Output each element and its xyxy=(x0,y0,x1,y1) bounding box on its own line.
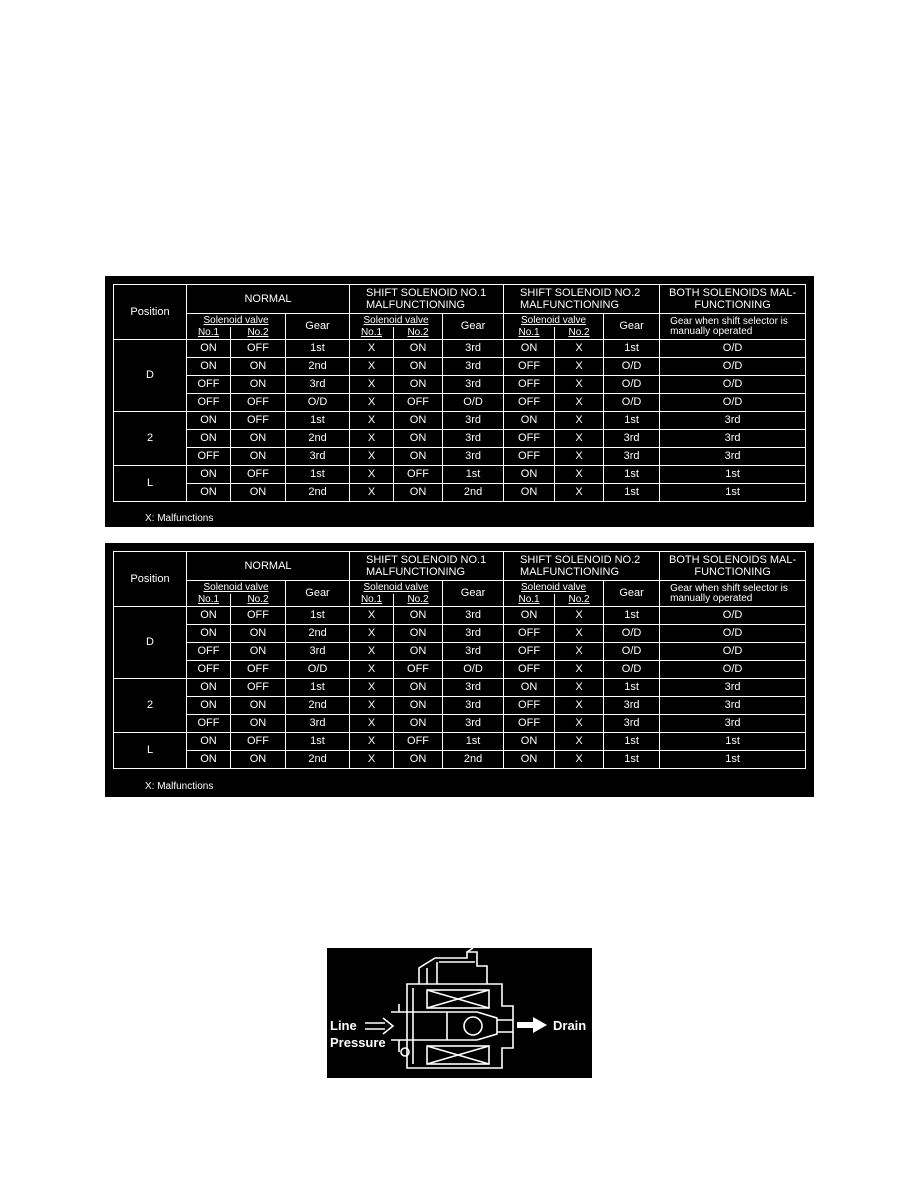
table-cell: 3rd xyxy=(443,448,504,466)
table-cell: ON xyxy=(231,484,286,502)
table-cell: ON xyxy=(394,484,443,502)
solenoid1-malfunction-header: SHIFT SOLENOID NO.1 MALFUNCTIONING xyxy=(350,552,504,581)
table-cell: OFF xyxy=(187,715,231,733)
table-row xyxy=(114,715,806,733)
table-cell: 3rd xyxy=(443,358,504,376)
table-cell: ON xyxy=(187,733,231,751)
table-cell: OFF xyxy=(504,715,555,733)
table-cell: ON xyxy=(394,448,443,466)
table-cell: O/D xyxy=(604,358,660,376)
solenoid-valve-header-text: Solenoid valve xyxy=(203,581,269,593)
solenoid-valve-header xyxy=(187,581,286,594)
table-cell: ON xyxy=(231,751,286,769)
solenoid-valve-header xyxy=(504,314,604,327)
table-cell: OFF xyxy=(504,697,555,715)
valve-no2-header xyxy=(555,327,604,340)
table-cell: 1st xyxy=(443,733,504,751)
normal-header: NORMAL xyxy=(187,552,350,581)
table-cell: X xyxy=(350,412,394,430)
table-cell: OFF xyxy=(187,394,231,412)
solenoid-valve-header xyxy=(504,581,604,594)
valve-no2-header xyxy=(555,594,604,607)
solenoid-valve-header-text: Solenoid valve xyxy=(203,314,269,326)
table-cell: 2nd xyxy=(286,358,350,376)
table-cell: ON xyxy=(231,430,286,448)
table-cell: X xyxy=(555,625,604,643)
table-row xyxy=(114,697,806,715)
valve-no2-header-text: No.2 xyxy=(407,327,429,339)
table-cell: 2nd xyxy=(443,484,504,502)
table-cell: 3rd xyxy=(660,679,806,697)
table-cell: O/D xyxy=(660,340,806,358)
table-cell: 1st xyxy=(286,607,350,625)
table-cell: 3rd xyxy=(286,643,350,661)
solenoid-valve-diagram xyxy=(327,948,592,1078)
table-cell: 1st xyxy=(660,466,806,484)
table-cell: ON xyxy=(187,697,231,715)
table-cell: O/D xyxy=(443,661,504,679)
valve-no1-header xyxy=(187,327,231,340)
table-cell: OFF xyxy=(504,394,555,412)
table-cell: 3rd xyxy=(443,607,504,625)
table-cell: ON xyxy=(187,607,231,625)
table-cell: 1st xyxy=(286,679,350,697)
table-row xyxy=(114,394,806,412)
table-cell: ON xyxy=(394,625,443,643)
table-cell: OFF xyxy=(394,733,443,751)
table-cell: 3rd xyxy=(443,643,504,661)
table-cell: OFF xyxy=(231,394,286,412)
table-cell: ON xyxy=(394,340,443,358)
table-row xyxy=(114,340,806,358)
table-cell: O/D xyxy=(660,376,806,394)
header-row xyxy=(114,285,806,314)
shift-solenoid-table-panel-1 xyxy=(105,276,814,527)
table-cell: OFF xyxy=(504,376,555,394)
table-cell: X xyxy=(350,661,394,679)
table-cell: ON xyxy=(394,412,443,430)
solenoid1-malfunction-header: SHIFT SOLENOID NO.1 MALFUNCTIONING xyxy=(350,285,504,314)
table-cell: O/D xyxy=(660,661,806,679)
table-cell: X xyxy=(555,448,604,466)
table-cell: X xyxy=(350,643,394,661)
table-cell: X xyxy=(350,358,394,376)
normal-header: NORMAL xyxy=(187,285,350,314)
table-cell: 1st xyxy=(604,484,660,502)
table-cell: ON xyxy=(187,625,231,643)
subheader-row xyxy=(114,581,806,594)
shift-solenoid-table-panel-2 xyxy=(105,543,814,797)
table-cell: X xyxy=(350,394,394,412)
valve-no1-header-text: No.1 xyxy=(518,327,540,339)
table-cell: 3rd xyxy=(443,340,504,358)
table-cell: 3rd xyxy=(604,430,660,448)
table-cell: OFF xyxy=(231,679,286,697)
solenoid-cross-section-illustration xyxy=(327,948,592,1078)
table-cell: O/D xyxy=(660,625,806,643)
table-row xyxy=(114,661,806,679)
table-cell: ON xyxy=(231,715,286,733)
table-cell: 2nd xyxy=(286,625,350,643)
table-cell: 1st xyxy=(286,340,350,358)
table-cell: OFF xyxy=(231,661,286,679)
table-cell: ON xyxy=(504,412,555,430)
table-cell: O/D xyxy=(604,643,660,661)
table-cell: 3rd xyxy=(660,430,806,448)
gear-header: Gear xyxy=(443,314,504,340)
table-row xyxy=(114,607,806,625)
table-cell: X xyxy=(350,625,394,643)
table-cell: ON xyxy=(231,625,286,643)
table-cell: X xyxy=(555,751,604,769)
solenoid-valve-header-text: Solenoid valve xyxy=(521,581,587,593)
table-cell: OFF xyxy=(504,430,555,448)
table-cell: OFF xyxy=(504,661,555,679)
table-cell: ON xyxy=(394,358,443,376)
table-cell: O/D xyxy=(286,661,350,679)
table-row xyxy=(114,412,806,430)
position-label: 2 xyxy=(114,412,187,466)
table-cell: O/D xyxy=(604,661,660,679)
table-cell: OFF xyxy=(394,466,443,484)
table-cell: X xyxy=(350,484,394,502)
table-cell: ON xyxy=(504,751,555,769)
solenoid2-malfunction-header: SHIFT SOLENOID NO.2 MALFUNCTIONING xyxy=(504,285,660,314)
solenoid-valve-header xyxy=(350,314,443,327)
table-cell: O/D xyxy=(660,358,806,376)
table-cell: 3rd xyxy=(286,376,350,394)
table-cell: ON xyxy=(504,340,555,358)
valve-no1-header xyxy=(187,594,231,607)
table-cell: 3rd xyxy=(604,697,660,715)
both-malfunction-header: BOTH SOLENOIDS MAL-FUNCTIONING xyxy=(660,552,806,581)
table-cell: X xyxy=(555,679,604,697)
position-header: Position xyxy=(114,552,187,607)
table-cell: ON xyxy=(504,484,555,502)
table-cell: OFF xyxy=(231,412,286,430)
valve-no2-header xyxy=(231,594,286,607)
table-cell: ON xyxy=(504,466,555,484)
table-cell: 2nd xyxy=(286,697,350,715)
valve-no2-header-text: No.2 xyxy=(568,594,590,606)
pressure-label: Pressure xyxy=(330,1035,386,1050)
table-cell: O/D xyxy=(286,394,350,412)
table-row xyxy=(114,751,806,769)
valve-no1-header xyxy=(504,594,555,607)
table-cell: 1st xyxy=(660,751,806,769)
valve-no1-header xyxy=(350,594,394,607)
table-cell: X xyxy=(350,715,394,733)
table-cell: 3rd xyxy=(443,715,504,733)
table-cell: OFF xyxy=(231,607,286,625)
gear-header: Gear xyxy=(604,581,660,607)
table-cell: ON xyxy=(231,643,286,661)
gear-header: Gear xyxy=(286,314,350,340)
table-cell: 1st xyxy=(286,733,350,751)
table-cell: OFF xyxy=(504,358,555,376)
table-cell: X xyxy=(350,376,394,394)
table-cell: ON xyxy=(187,466,231,484)
header-row xyxy=(114,552,806,581)
position-label: D xyxy=(114,340,187,412)
gear-header: Gear xyxy=(286,581,350,607)
valve-no1-header-text: No.1 xyxy=(197,327,220,339)
table-cell: ON xyxy=(187,412,231,430)
table-cell: ON xyxy=(187,751,231,769)
manual-gear-header: Gear when shift selector is manually operated xyxy=(660,314,806,340)
table-cell: ON xyxy=(504,733,555,751)
table-cell: 3rd xyxy=(443,625,504,643)
table-cell: ON xyxy=(187,430,231,448)
table-cell: O/D xyxy=(604,394,660,412)
table-cell: ON xyxy=(187,484,231,502)
table-cell: X xyxy=(555,430,604,448)
table-cell: ON xyxy=(394,430,443,448)
table-row xyxy=(114,733,806,751)
gear-header: Gear xyxy=(443,581,504,607)
table-row xyxy=(114,643,806,661)
table-cell: 3rd xyxy=(443,430,504,448)
table-cell: 3rd xyxy=(604,715,660,733)
table-cell: ON xyxy=(187,679,231,697)
table-cell: 1st xyxy=(660,733,806,751)
solenoid-valve-header-text: Solenoid valve xyxy=(363,314,429,326)
table-cell: OFF xyxy=(504,448,555,466)
table-cell: 3rd xyxy=(604,448,660,466)
solenoid-valve-header xyxy=(350,581,443,594)
table-cell: OFF xyxy=(187,661,231,679)
table-cell: O/D xyxy=(443,394,504,412)
solenoid-operation-table xyxy=(113,284,806,502)
table-cell: X xyxy=(555,394,604,412)
solenoid2-malfunction-header: SHIFT SOLENOID NO.2 MALFUNCTIONING xyxy=(504,552,660,581)
table-cell: 1st xyxy=(443,466,504,484)
manual-gear-header: Gear when shift selector is manually operated xyxy=(660,581,806,607)
table-cell: 3rd xyxy=(660,697,806,715)
table-cell: OFF xyxy=(504,643,555,661)
position-header: Position xyxy=(114,285,187,340)
table-cell: 1st xyxy=(604,340,660,358)
table-cell: 1st xyxy=(604,751,660,769)
table-cell: 2nd xyxy=(286,751,350,769)
table-cell: ON xyxy=(231,358,286,376)
table-cell: X xyxy=(555,733,604,751)
table-cell: X xyxy=(555,412,604,430)
table-row xyxy=(114,625,806,643)
table-cell: X xyxy=(350,607,394,625)
table-cell: X xyxy=(555,484,604,502)
table-cell: ON xyxy=(394,679,443,697)
table-row xyxy=(114,466,806,484)
table-cell: ON xyxy=(394,715,443,733)
table-cell: ON xyxy=(504,679,555,697)
table-cell: X xyxy=(350,340,394,358)
solenoid-operation-table xyxy=(113,551,806,769)
table-cell: 2nd xyxy=(443,751,504,769)
table-cell: X xyxy=(555,697,604,715)
solenoid-valve-header-text: Solenoid valve xyxy=(521,314,587,326)
table-cell: X xyxy=(555,466,604,484)
valve-no1-header-text: No.1 xyxy=(360,594,383,606)
table-cell: ON xyxy=(394,751,443,769)
table-cell: OFF xyxy=(187,448,231,466)
both-malfunction-header: BOTH SOLENOIDS MAL-FUNCTIONING xyxy=(660,285,806,314)
malfunctions-footnote: X: Malfunctions xyxy=(145,513,214,524)
valve-no2-header-text: No.2 xyxy=(407,594,429,606)
table-cell: ON xyxy=(187,340,231,358)
drain-label: Drain xyxy=(553,1018,587,1033)
malfunctions-footnote: X: Malfunctions xyxy=(145,781,214,792)
table-cell: 1st xyxy=(286,412,350,430)
table-row xyxy=(114,376,806,394)
table-cell: 2nd xyxy=(286,484,350,502)
table-cell: 2nd xyxy=(286,430,350,448)
table-cell: O/D xyxy=(660,607,806,625)
position-label: L xyxy=(114,733,187,769)
table-cell: 1st xyxy=(604,466,660,484)
table-cell: 1st xyxy=(286,466,350,484)
table-cell: ON xyxy=(231,376,286,394)
table-cell: 3rd xyxy=(443,697,504,715)
table-cell: 1st xyxy=(604,679,660,697)
table-cell: OFF xyxy=(504,625,555,643)
table-cell: O/D xyxy=(604,376,660,394)
table-cell: X xyxy=(350,697,394,715)
table-cell: X xyxy=(555,607,604,625)
table-cell: 1st xyxy=(604,607,660,625)
line-label: Line xyxy=(330,1018,357,1033)
valve-no1-header xyxy=(504,327,555,340)
table-cell: 3rd xyxy=(286,715,350,733)
table-row xyxy=(114,484,806,502)
table-cell: X xyxy=(555,376,604,394)
valve-no2-header xyxy=(231,327,286,340)
valve-no2-header xyxy=(394,594,443,607)
table-cell: 3rd xyxy=(443,412,504,430)
table-cell: ON xyxy=(394,376,443,394)
solenoid-valve-header xyxy=(187,314,286,327)
valve-no2-header-text: No.2 xyxy=(568,327,590,339)
valve-no1-header-text: No.1 xyxy=(518,594,540,606)
table-cell: X xyxy=(350,733,394,751)
table-cell: X xyxy=(555,358,604,376)
table-cell: 3rd xyxy=(443,376,504,394)
table-cell: ON xyxy=(394,697,443,715)
table-cell: 3rd xyxy=(660,448,806,466)
table-row xyxy=(114,358,806,376)
table-cell: OFF xyxy=(231,466,286,484)
valve-no1-header-text: No.1 xyxy=(197,594,220,606)
valve-no2-header xyxy=(394,327,443,340)
table-cell: X xyxy=(350,448,394,466)
table-cell: X xyxy=(350,751,394,769)
valve-no1-header-text: No.1 xyxy=(360,327,383,339)
table-cell: ON xyxy=(231,448,286,466)
table-cell: 3rd xyxy=(660,715,806,733)
table-cell: X xyxy=(555,715,604,733)
table-cell: ON xyxy=(187,358,231,376)
gear-header: Gear xyxy=(604,314,660,340)
table-cell: X xyxy=(350,466,394,484)
table-cell: 1st xyxy=(604,733,660,751)
table-cell: X xyxy=(350,430,394,448)
table-cell: OFF xyxy=(187,643,231,661)
table-row xyxy=(114,430,806,448)
table-cell: ON xyxy=(231,697,286,715)
table-cell: O/D xyxy=(604,625,660,643)
valve-no2-header-text: No.2 xyxy=(247,327,269,339)
table-cell: OFF xyxy=(394,661,443,679)
table-cell: X xyxy=(555,661,604,679)
position-label: D xyxy=(114,607,187,679)
table-cell: OFF xyxy=(231,733,286,751)
table-cell: 3rd xyxy=(660,412,806,430)
position-label: L xyxy=(114,466,187,502)
table-cell: X xyxy=(555,643,604,661)
table-cell: OFF xyxy=(394,394,443,412)
table-row xyxy=(114,679,806,697)
table-cell: ON xyxy=(504,607,555,625)
table-cell: ON xyxy=(394,607,443,625)
table-cell: 1st xyxy=(660,484,806,502)
table-cell: OFF xyxy=(231,340,286,358)
valve-no1-header xyxy=(350,327,394,340)
table-cell: O/D xyxy=(660,643,806,661)
position-label: 2 xyxy=(114,679,187,733)
table-cell: 3rd xyxy=(443,679,504,697)
solenoid-valve-header-text: Solenoid valve xyxy=(363,581,429,593)
table-cell: O/D xyxy=(660,394,806,412)
subheader-row xyxy=(114,314,806,327)
table-row xyxy=(114,448,806,466)
table-cell: OFF xyxy=(187,376,231,394)
valve-no2-header-text: No.2 xyxy=(247,594,269,606)
table-cell: ON xyxy=(394,643,443,661)
table-cell: 3rd xyxy=(286,448,350,466)
table-cell: 1st xyxy=(604,412,660,430)
table-cell: X xyxy=(555,340,604,358)
table-cell: X xyxy=(350,679,394,697)
